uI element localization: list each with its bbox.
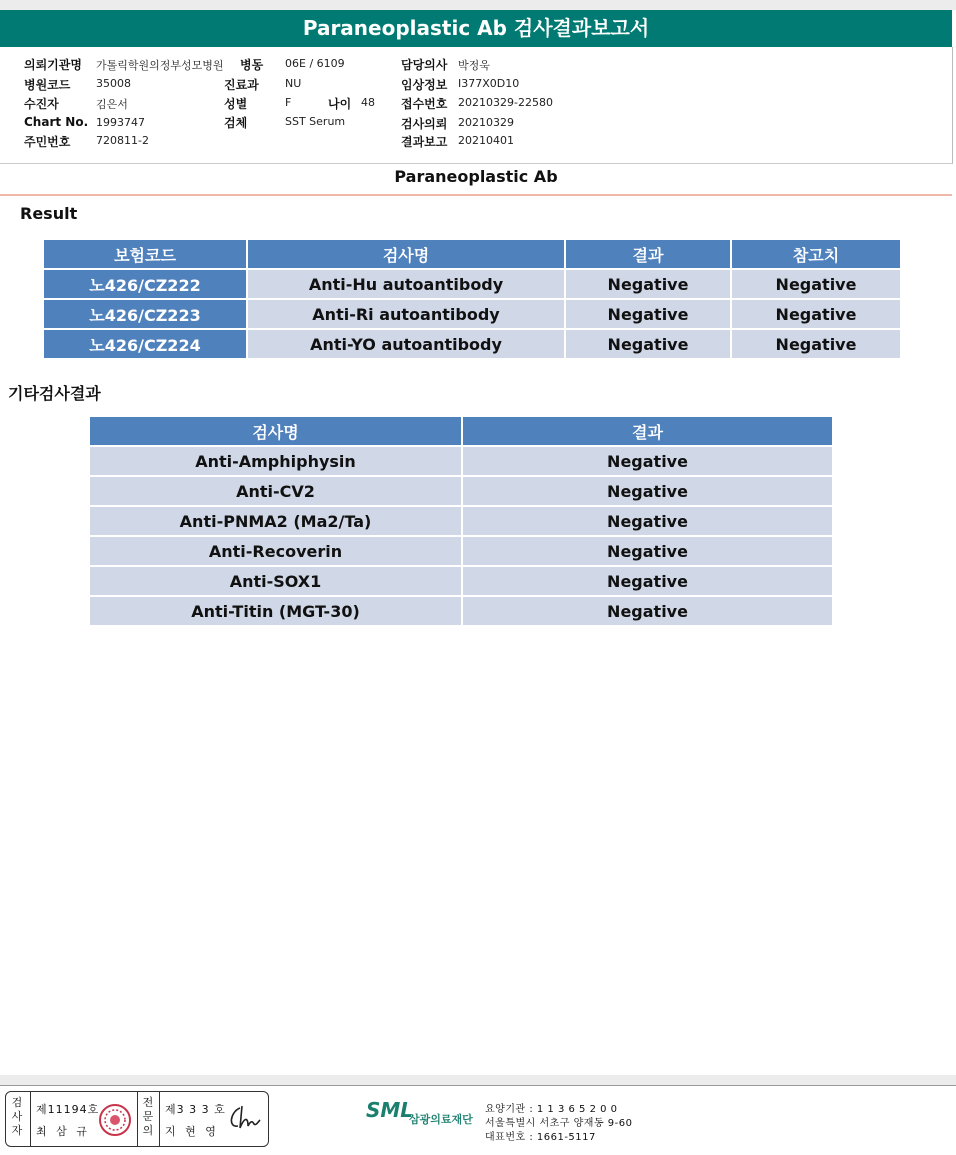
specimen-value: SST Serum <box>285 115 346 128</box>
result-cell: Negative <box>565 299 731 329</box>
reference-cell: Negative <box>731 299 901 329</box>
receipt-value: 20210329-22580 <box>458 96 553 109</box>
patient-info <box>0 47 953 164</box>
result-cell: Negative <box>565 269 731 299</box>
code-label: 병원코드 <box>24 78 71 92</box>
result-cell: Negative <box>462 506 833 536</box>
test-name-cell: Anti-Titin (MGT-30) <box>89 596 462 626</box>
dept-label: 진료과 <box>224 78 259 92</box>
hospital-value: 가톨릭학원의정부성모병원 <box>96 59 224 72</box>
inspector-number: 제11194호 <box>36 1103 100 1116</box>
result-header-row <box>43 239 901 269</box>
col-insurance-code: 보험코드 <box>43 239 247 269</box>
ward-value: 06E / 6109 <box>285 57 345 70</box>
clinical-value: I377X0D10 <box>458 77 520 90</box>
divider <box>159 1092 160 1146</box>
test-name-cell: Anti-Amphiphysin <box>89 446 462 476</box>
request-label: 검사의뢰 <box>401 117 448 131</box>
specialist-number: 제3 3 3 호 <box>165 1103 226 1116</box>
result-date-value: 20210401 <box>458 134 514 147</box>
other-header-row <box>89 416 833 446</box>
code-value: 35008 <box>96 77 131 90</box>
organization-code: 요양기관 : 1 1 3 6 5 2 0 0 <box>485 1104 618 1115</box>
footer-margin <box>0 1075 956 1085</box>
sex-label: 성별 <box>224 97 248 111</box>
organization-address: 서울특별시 서초구 양재동 9-60 <box>485 1118 633 1129</box>
resident-label: 주민번호 <box>24 135 71 149</box>
col-test-name: 검사명 <box>247 239 565 269</box>
specialist-label: 전문의 <box>142 1096 154 1137</box>
reference-cell: Negative <box>731 269 901 299</box>
patient-value: 김은서 <box>96 98 128 111</box>
resident-value: 720811-2 <box>96 134 149 147</box>
doctor-value: 박정욱 <box>458 59 490 72</box>
dept-value: NU <box>285 77 302 90</box>
hospital-label: 의뢰기관명 <box>24 58 82 72</box>
test-name-cell: Anti-PNMA2 (Ma2/Ta) <box>89 506 462 536</box>
result-cell: Negative <box>462 566 833 596</box>
result-heading: Result <box>20 204 78 223</box>
table-row <box>43 299 901 329</box>
seal-icon <box>98 1103 132 1137</box>
organization-phone: 대표번호 : 1661-5117 <box>485 1132 596 1143</box>
top-margin <box>0 0 956 10</box>
other-results-heading: 기타검사결과 <box>8 384 101 403</box>
col-test-name: 검사명 <box>89 416 462 446</box>
organization-name: 삼광의료재단 <box>409 1113 473 1126</box>
inspector-label: 검사자 <box>11 1096 23 1137</box>
section-divider <box>0 194 952 196</box>
inspector-name: 최 삼 규 <box>36 1125 90 1138</box>
table-row <box>89 536 833 566</box>
result-cell: Negative <box>565 329 731 359</box>
reference-cell: Negative <box>731 329 901 359</box>
test-name-cell: Anti-Ri autoantibody <box>247 299 565 329</box>
divider <box>137 1092 138 1146</box>
specialist-name: 지 현 영 <box>165 1125 219 1138</box>
result-cell: Negative <box>462 476 833 506</box>
age-label: 나이 <box>328 97 352 111</box>
table-row <box>89 446 833 476</box>
table-row <box>89 506 833 536</box>
insurance-code-cell: 노426/CZ222 <box>43 269 247 299</box>
insurance-code-cell: 노426/CZ224 <box>43 329 247 359</box>
section-title: Paraneoplastic Ab <box>394 167 558 186</box>
organization-logo: SML <box>366 1098 414 1122</box>
clinical-label: 임상정보 <box>401 78 448 92</box>
insurance-code-cell: 노426/CZ223 <box>43 299 247 329</box>
result-table <box>42 238 902 360</box>
table-row <box>89 566 833 596</box>
request-value: 20210329 <box>458 116 514 129</box>
table-row <box>89 596 833 626</box>
patient-label: 수진자 <box>24 97 59 111</box>
receipt-label: 접수번호 <box>401 97 448 111</box>
ward-label: 병동 <box>240 58 264 72</box>
table-row <box>89 476 833 506</box>
footer-divider <box>0 1085 956 1086</box>
doctor-label: 담당의사 <box>401 58 448 72</box>
col-result: 결과 <box>462 416 833 446</box>
other-results-table <box>88 415 834 627</box>
test-name-cell: Anti-CV2 <box>89 476 462 506</box>
chart-label: Chart No. <box>24 115 89 129</box>
specimen-label: 검체 <box>224 116 248 130</box>
col-result: 결과 <box>565 239 731 269</box>
test-name-cell: Anti-Recoverin <box>89 536 462 566</box>
col-reference: 참고치 <box>731 239 901 269</box>
signature-icon <box>226 1102 262 1134</box>
age-value: 48 <box>361 96 375 109</box>
test-name-cell: Anti-Hu autoantibody <box>247 269 565 299</box>
result-cell: Negative <box>462 536 833 566</box>
signature-box <box>5 1091 269 1147</box>
chart-value: 1993747 <box>96 116 145 129</box>
sex-value: F <box>285 96 292 109</box>
test-name-cell: Anti-YO autoantibody <box>247 329 565 359</box>
result-date-label: 결과보고 <box>401 135 448 149</box>
result-cell: Negative <box>462 596 833 626</box>
report-title: Paraneoplastic Ab 검사결과보고서 <box>0 10 952 47</box>
table-row <box>43 269 901 299</box>
table-row <box>43 329 901 359</box>
result-cell: Negative <box>462 446 833 476</box>
test-name-cell: Anti-SOX1 <box>89 566 462 596</box>
divider <box>30 1092 31 1146</box>
